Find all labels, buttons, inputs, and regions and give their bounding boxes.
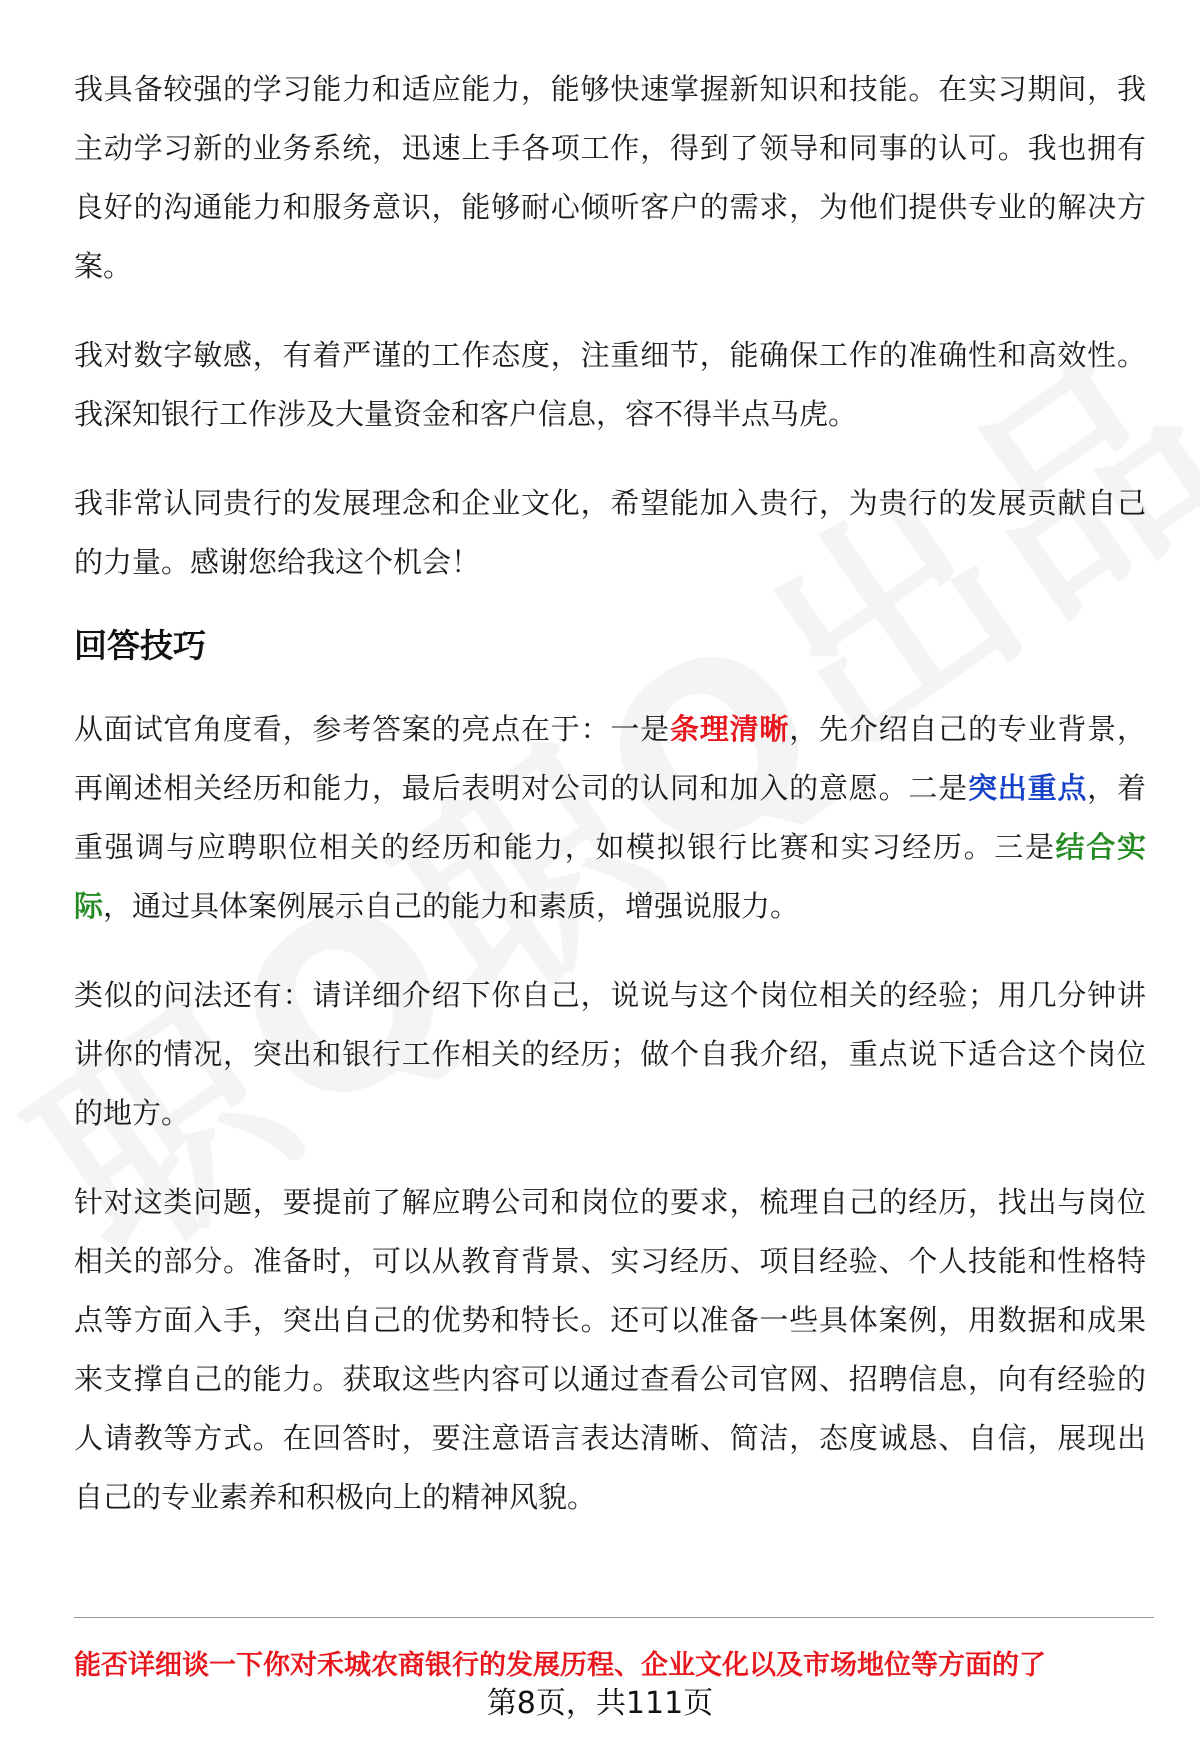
highlights-text-2: ，先介绍自己的专业背景，再阐述相关经历和能力，最后表明对公司的认同和加入的意愿。二是 xyxy=(74,712,1146,805)
paragraph-highlights xyxy=(74,700,1146,936)
next-question-title: 能否详细谈一下你对禾城农商银行的发展历程、企业文化以及市场地位等方面的了 xyxy=(74,1650,1046,1681)
paragraph-detail-oriented: 我对数字敏感，有着严谨的工作态度，注重细节，能确保工作的准确性和高效性。我深知银行工作涉及大量资金和客户信息，容不得半点马虎。 xyxy=(74,338,1146,431)
section-heading-tips: 回答技巧 xyxy=(74,626,206,665)
highlight-key-points: 突出重点 xyxy=(967,771,1088,805)
section-divider xyxy=(74,1617,1154,1618)
page-number: 第8页，共111页 xyxy=(486,1686,714,1721)
highlights-text-4: ，通过具体案例展示自己的能力和素质，增强说服力。 xyxy=(103,889,800,923)
highlight-practical: 结合实际 xyxy=(74,830,1146,923)
paragraph-closing: 我非常认同贵行的发展理念和企业文化，希望能加入贵行，为贵行的发展贡献自己的力量。感谢您给我这个机会！ xyxy=(74,486,1146,579)
highlights-text-1: 从面试官角度看，参考答案的亮点在于：一是 xyxy=(74,712,670,746)
paragraph-learning-ability: 我具备较强的学习能力和适应能力，能够快速掌握新知识和技能。在实习期间，我主动学习新的业务系统，迅速上手各项工作，得到了领导和同事的认可。我也拥有良好的沟通能力和服务意识，能够耐心倾听客户的需求，为他们提供专业的解决方案。 xyxy=(74,72,1146,283)
document-body xyxy=(74,60,1146,1527)
paragraph-preparation-advice: 针对这类问题，要提前了解应聘公司和岗位的要求，梳理自己的经历，找出与岗位相关的部分。准备时，可以从教育背景、实习经历、项目经验、个人技能和性格特点等方面入手，突出自己的优势和特长。还可以准备一些具体案例，用数据和成果来支撑自己的能力。获取这些内容可以通过查看公司官网、招聘信息，向有经验的人请教等方式。在回答时，要注意语言表达清晰、简洁，态度诚恳、自信，展现出自己的专业素养和积极向上的精神风貌。 xyxy=(74,1185,1146,1514)
paragraph-similar-questions: 类似的问法还有：请详细介绍下你自己，说说与这个岗位相关的经验；用几分钟讲讲你的情况，突出和银行工作相关的经历；做个自我介绍，重点说下适合这个岗位的地方。 xyxy=(74,978,1146,1130)
highlights-text-3: ，着重强调与应聘职位相关的经历和能力，如模拟银行比赛和实习经历。三是 xyxy=(74,771,1146,864)
highlight-clear-structure: 条理清晰 xyxy=(669,712,790,746)
